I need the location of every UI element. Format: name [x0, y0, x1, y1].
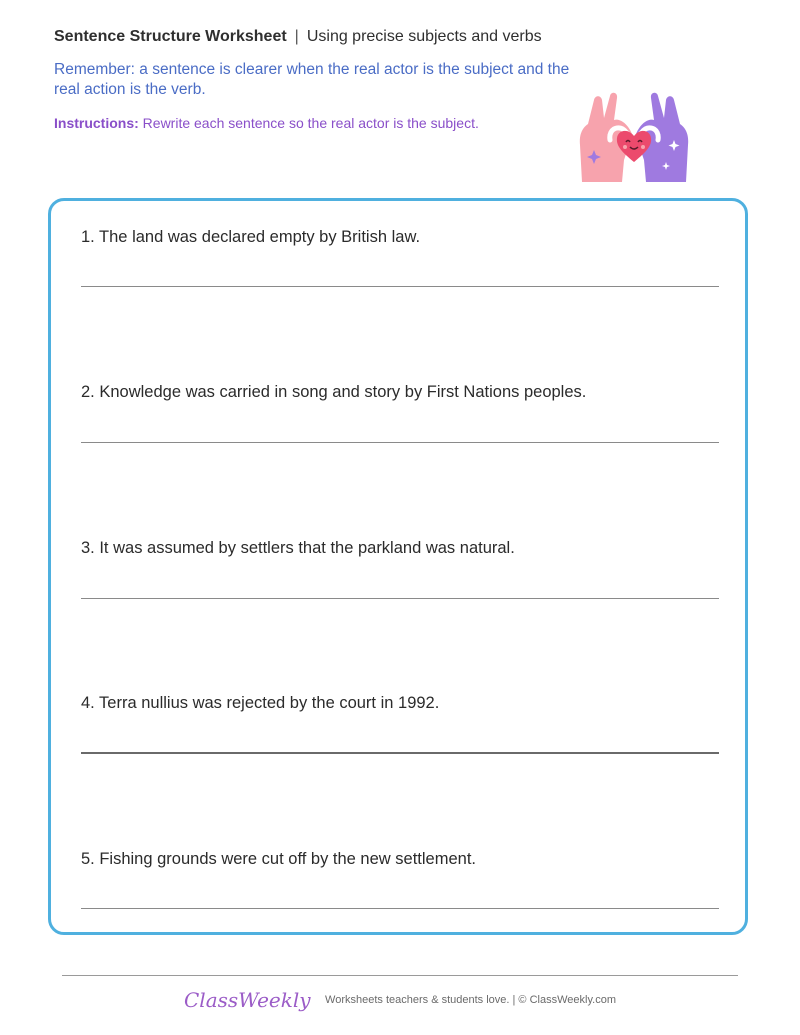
- question-5: 5. Fishing grounds were cut off by the new settlement.: [81, 850, 476, 868]
- instructions: [54, 115, 479, 131]
- footer-divider: [62, 975, 738, 976]
- question-1: 1. The land was declared empty by British law.: [81, 228, 421, 246]
- question-4: 4. Terra nullius was rejected by the court in 1992.: [81, 694, 440, 712]
- answer-line-5[interactable]: [81, 908, 719, 909]
- remember-note: Remember: a sentence is clearer when the real actor is the subject and the real action is the verb.: [54, 61, 570, 98]
- heart-hands-icon: [574, 90, 694, 185]
- instructions-text: Rewrite each sentence so the real actor is the subject.: [142, 115, 479, 131]
- questions-box: [48, 198, 748, 935]
- brand-logo: ClassWeekly: [184, 988, 311, 1012]
- answer-line-1[interactable]: [81, 286, 719, 287]
- footer: [0, 988, 800, 1012]
- instructions-label: Instructions:: [54, 115, 139, 131]
- worksheet-subtitle: Using precise subjects and verbs: [306, 28, 542, 45]
- footer-tagline: Worksheets teachers & students love. | © ClassWeekly.com: [325, 994, 616, 1006]
- worksheet-header: [54, 28, 542, 46]
- question-2: 2. Knowledge was carried in song and story by First Nations peoples.: [81, 383, 587, 401]
- answer-line-3[interactable]: [81, 598, 719, 599]
- answer-line-4[interactable]: [81, 752, 719, 754]
- header-separator: |: [294, 28, 299, 45]
- answer-line-2[interactable]: [81, 442, 719, 443]
- worksheet-title: Sentence Structure Worksheet: [54, 28, 287, 45]
- question-3: 3. It was assumed by settlers that the parkland was natural.: [81, 539, 515, 557]
